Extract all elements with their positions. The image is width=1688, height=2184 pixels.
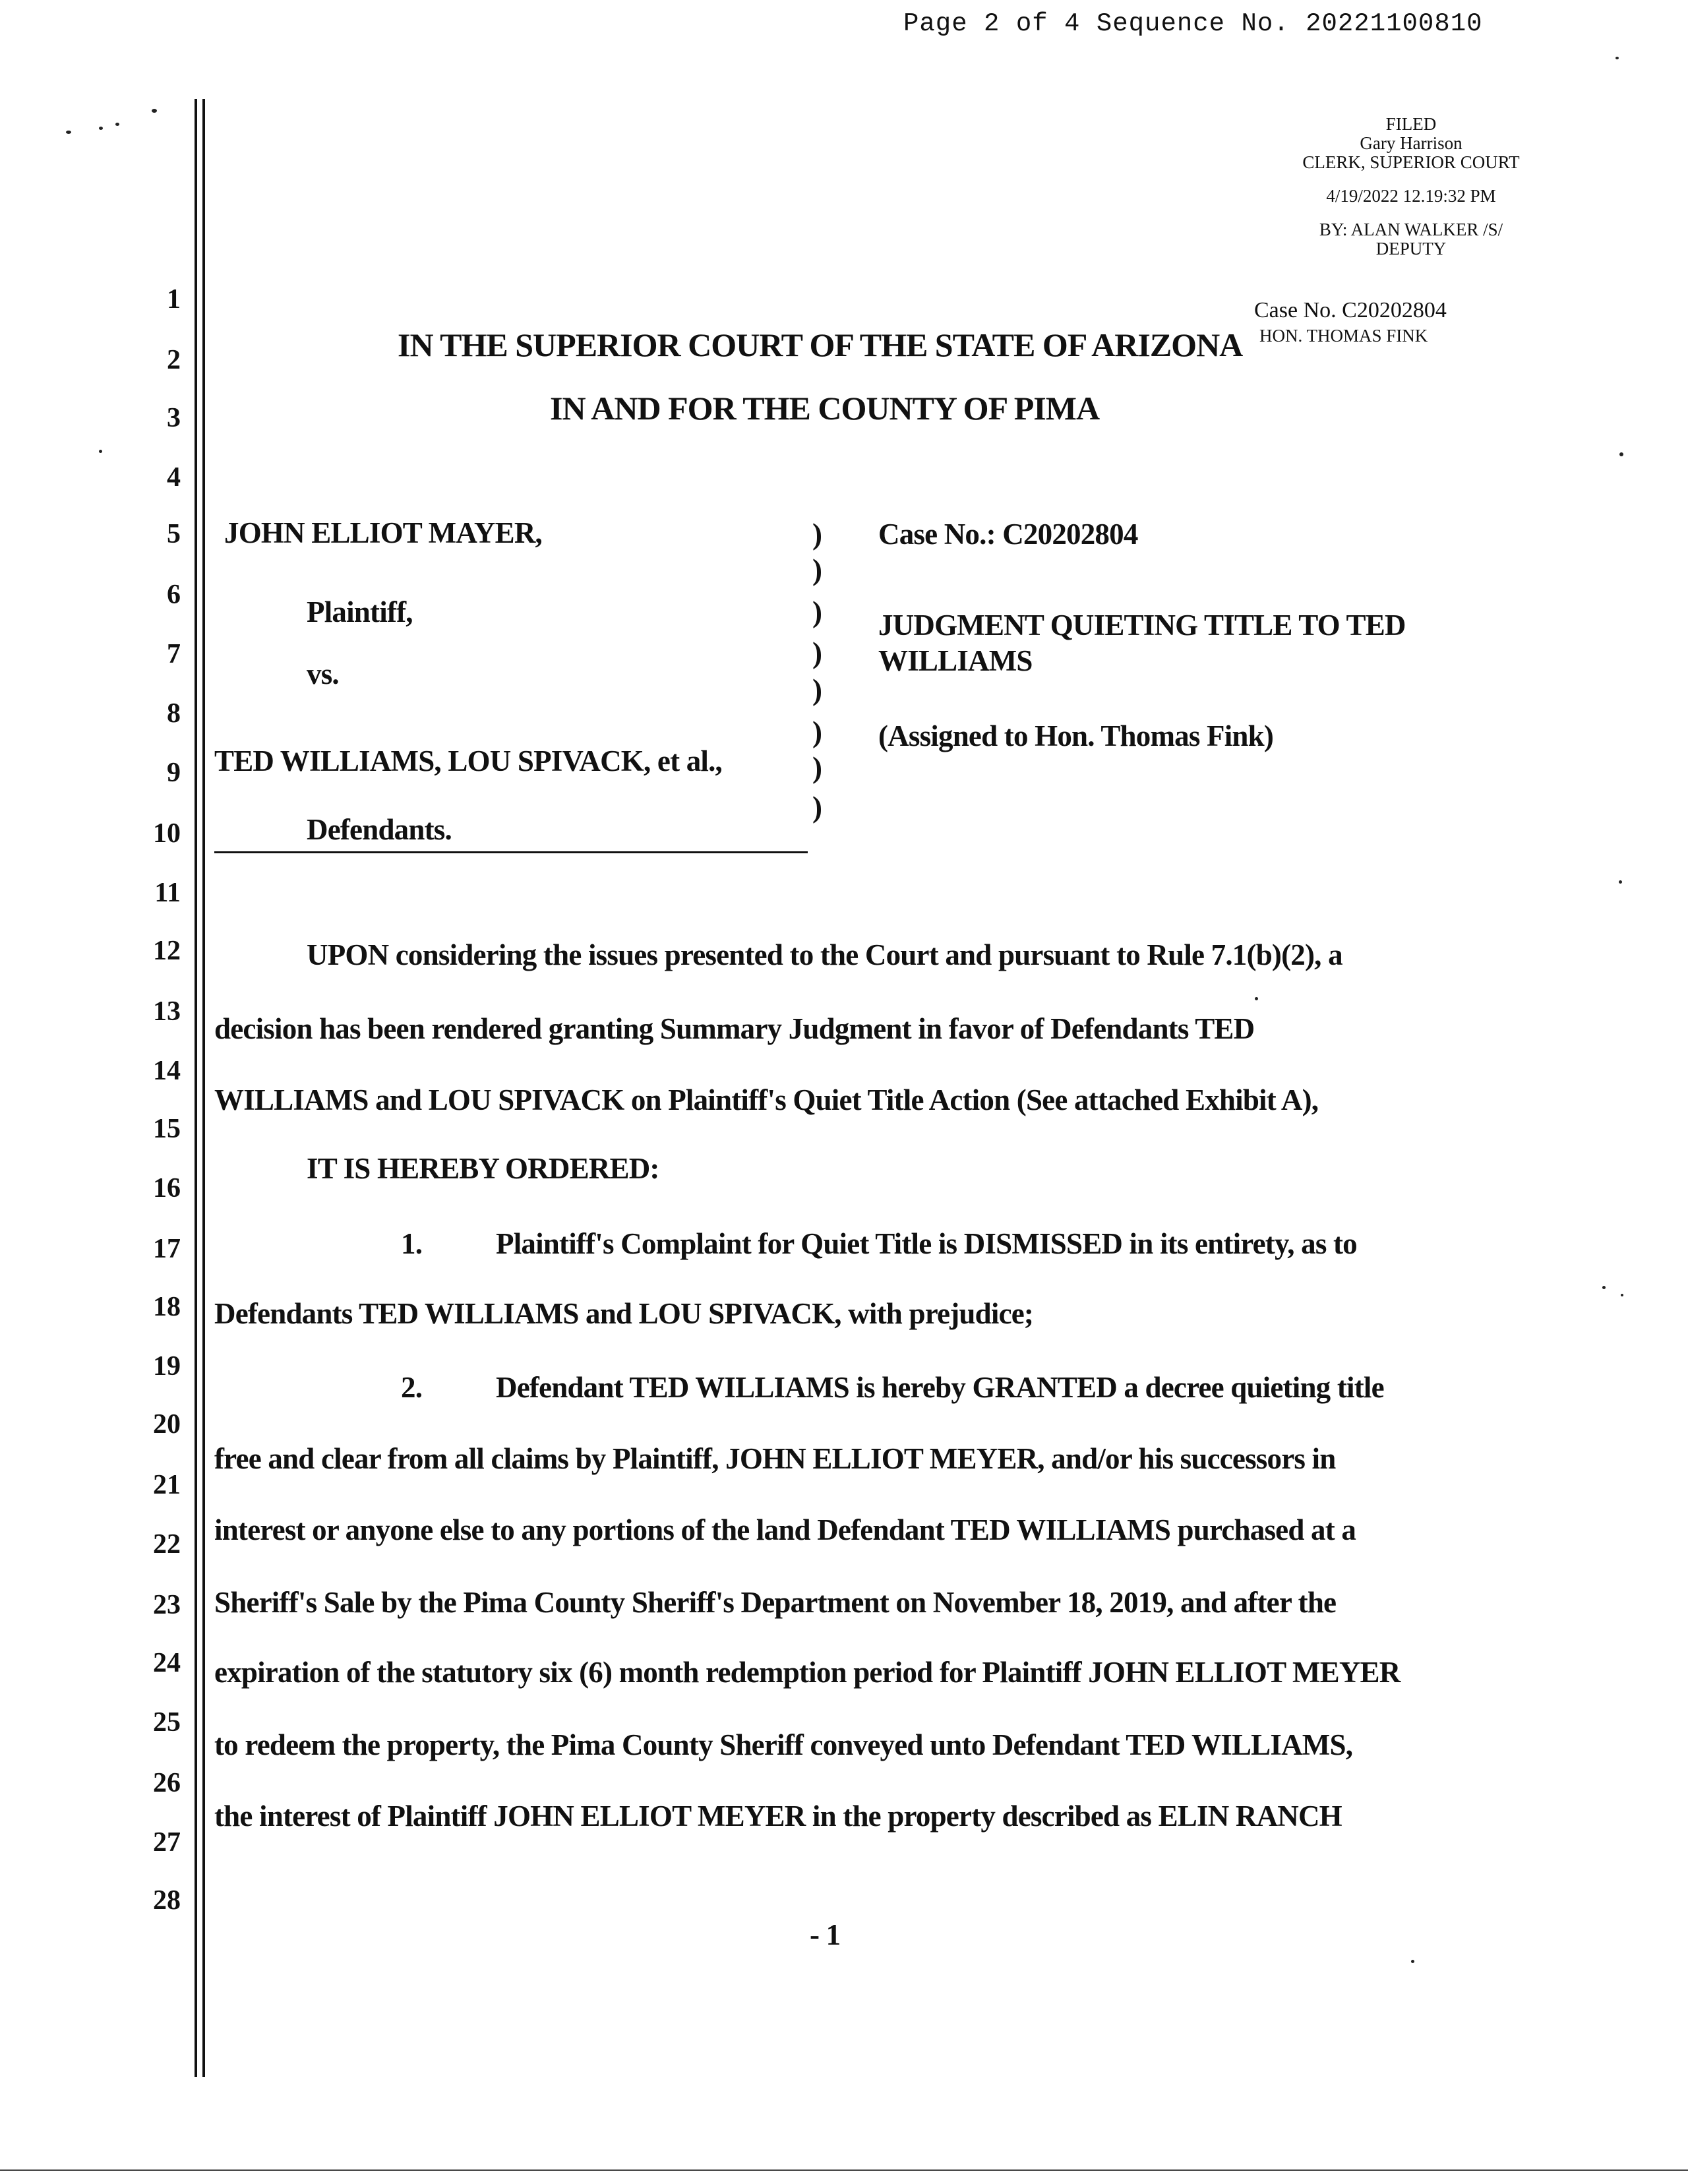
- filed-label: FILED: [1385, 114, 1437, 134]
- line-number: 24: [153, 1648, 181, 1678]
- caption-paren: ): [812, 751, 822, 784]
- line-number: 7: [167, 639, 181, 669]
- filed-by: BY: ALAN WALKER /S/: [1319, 220, 1503, 239]
- item-1-number: 1.: [401, 1227, 423, 1260]
- court-name-line1: IN THE SUPERIOR COURT OF THE STATE OF ARIZONA: [398, 326, 1243, 363]
- paragraph-1-line-2: decision has been rendered granting Summary Judgment in favor of Defendants TED: [214, 1012, 1255, 1045]
- versus-label: vs.: [307, 657, 339, 690]
- caption-paren: ): [812, 715, 822, 748]
- line-number: 20: [153, 1409, 181, 1440]
- filed-stamp: [1226, 115, 1596, 258]
- scan-speck: [1411, 1960, 1414, 1963]
- plaintiff-name: JOHN ELLIOT MAYER,: [224, 516, 542, 549]
- caption-paren: ): [812, 791, 822, 824]
- item-2-line-1: Defendant TED WILLIAMS is hereby GRANTED a decree quieting title: [496, 1371, 1384, 1404]
- scan-speck: [1619, 880, 1622, 884]
- scan-edge-line: [0, 2169, 1688, 2171]
- line-number: 18: [153, 1292, 181, 1322]
- document-title-line2: WILLIAMS: [878, 644, 1033, 677]
- line-number: 25: [153, 1707, 181, 1738]
- item-2-line-6: to redeem the property, the Pima County Sheriff conveyed unto Defendant TED WILLIAMS,: [214, 1728, 1353, 1761]
- assigned-judge: (Assigned to Hon. Thomas Fink): [878, 719, 1274, 752]
- clerk-title: CLERK, SUPERIOR COURT: [1302, 152, 1520, 172]
- item-2-line-2: free and clear from all claims by Plaintiff, JOHN ELLIOT MEYER, and/or his successors in: [214, 1442, 1336, 1475]
- line-number: 12: [153, 936, 181, 966]
- line-number: 23: [153, 1590, 181, 1620]
- item-2-line-4: Sheriff's Sale by the Pima County Sheriff's Department on November 18, 2019, and after the: [214, 1586, 1337, 1619]
- paragraph-1-line-1: UPON considering the issues presented to the Court and pursuant to Rule 7.1(b)(2), a: [307, 938, 1342, 971]
- defendants-names: TED WILLIAMS, LOU SPIVACK, et al.,: [214, 744, 723, 777]
- line-number: 15: [153, 1114, 181, 1144]
- paragraph-1-line-3: WILLIAMS and LOU SPIVACK on Plaintiff's Quiet Title Action (See attached Exhibit A),: [214, 1083, 1319, 1116]
- line-number: 16: [153, 1173, 181, 1203]
- item-1-line-1: Plaintiff's Complaint for Quiet Title is DISMISSED in its entirety, as to: [496, 1227, 1357, 1260]
- scan-speck: [1602, 1286, 1606, 1289]
- caption-underline: [214, 851, 808, 853]
- line-number: 19: [153, 1351, 181, 1381]
- stamp-judge: HON. THOMAS FINK: [1259, 326, 1428, 346]
- line-number: 2: [167, 345, 181, 375]
- margin-rule-right: [202, 99, 205, 2077]
- line-number: 6: [167, 580, 181, 610]
- scan-speck: [99, 127, 103, 130]
- deputy-label: DEPUTY: [1375, 239, 1447, 258]
- line-number: 8: [167, 698, 181, 729]
- plaintiff-role: Plaintiff,: [307, 595, 413, 628]
- item-2-line-7: the interest of Plaintiff JOHN ELLIOT MEYER in the property described as ELIN RANCH: [214, 1800, 1342, 1833]
- line-number: 22: [153, 1529, 181, 1560]
- caption-paren: ): [812, 636, 822, 669]
- line-number: 13: [153, 996, 181, 1027]
- line-number: 28: [153, 1885, 181, 1916]
- line-number: 1: [167, 284, 181, 315]
- filed-datetime: 4/19/2022 12.19:32 PM: [1326, 186, 1496, 206]
- item-2-line-5: expiration of the statutory six (6) month redemption period for Plaintiff JOHN ELLIOT MEYER: [214, 1656, 1401, 1689]
- caption-paren: ): [812, 553, 822, 586]
- line-number: 21: [153, 1470, 181, 1500]
- scan-speck: [152, 109, 157, 113]
- line-number: 14: [153, 1056, 181, 1086]
- stamp-case-no: Case No. C20202804: [1254, 298, 1447, 322]
- margin-rule-left: [195, 99, 197, 2077]
- item-2-number: 2.: [401, 1371, 423, 1404]
- caption-paren: ): [812, 673, 822, 706]
- scan-speck: [99, 450, 102, 453]
- item-1-line-2: Defendants TED WILLIAMS and LOU SPIVACK, with prejudice;: [214, 1297, 1034, 1330]
- line-number: 10: [153, 818, 181, 849]
- line-number: 9: [167, 758, 181, 788]
- scan-speck: [1619, 452, 1623, 456]
- line-number: 3: [167, 403, 181, 433]
- line-number: 26: [153, 1768, 181, 1798]
- document-title-line1: JUDGMENT QUIETING TITLE TO TED: [878, 609, 1406, 642]
- caption-paren: ): [812, 595, 822, 628]
- line-number: 11: [154, 878, 181, 908]
- scan-speck: [1615, 57, 1619, 59]
- court-name-line2: IN AND FOR THE COUNTY OF PIMA: [550, 390, 1100, 427]
- clerk-name: Gary Harrison: [1360, 133, 1462, 153]
- ordered-heading: IT IS HEREBY ORDERED:: [307, 1152, 659, 1185]
- line-number: 4: [167, 462, 181, 493]
- line-number: 27: [153, 1827, 181, 1858]
- page-number: - 1: [810, 1918, 841, 1951]
- item-2-line-3: interest or anyone else to any portions of the land Defendant TED WILLIAMS purchased at a: [214, 1513, 1356, 1546]
- scan-speck: [1621, 1294, 1623, 1296]
- caption-case-no: Case No.: C20202804: [878, 518, 1138, 551]
- line-number: 17: [153, 1234, 181, 1264]
- caption-paren: ): [812, 518, 822, 551]
- scan-speck: [1255, 997, 1258, 1000]
- scan-speck: [115, 123, 119, 126]
- defendants-role: Defendants.: [307, 813, 452, 846]
- scan-speck: [66, 131, 71, 134]
- line-number: 5: [167, 519, 181, 549]
- page-sequence-header: Page 2 of 4 Sequence No. 20221100810: [903, 9, 1483, 38]
